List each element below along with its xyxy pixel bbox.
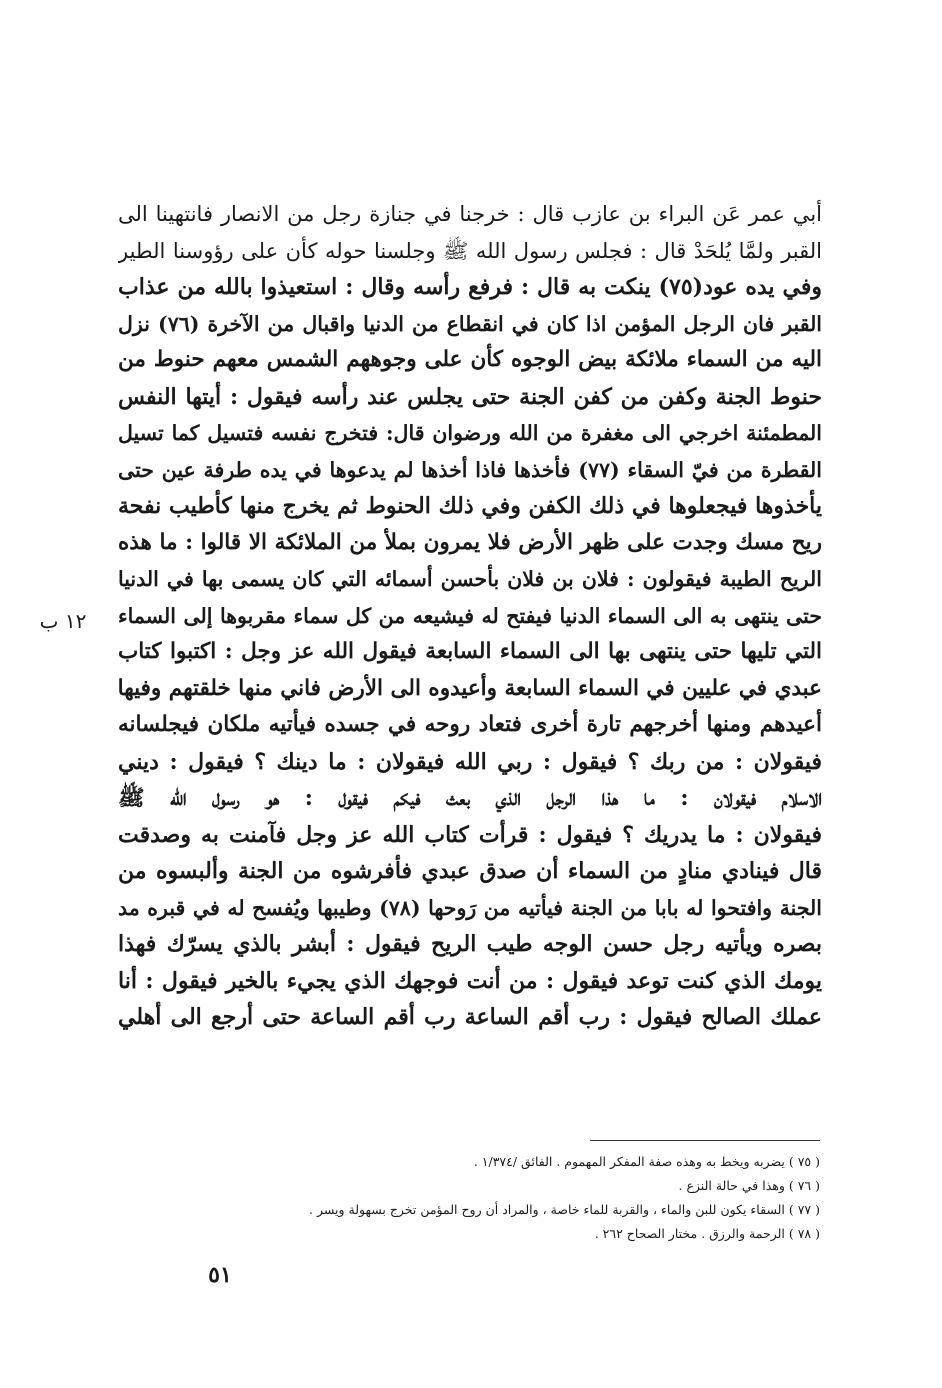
text-line: أبي عمر عَن البراء بن عازب قال : خرجنا في جنازة رجل من الانصار فانتهينا الى: [118, 202, 822, 226]
page-number: ٥١: [208, 1262, 232, 1288]
text-line: الريح الطيبة فيقولون : فلان بن فلان بأحسن أسمائه التي كان يسمى بها في الدنيا: [118, 567, 822, 591]
manuscript-folio-marker: ١٢ ب: [39, 609, 87, 633]
footnote: ( ٧٨ ) الرحمة والرزق . مختار الصحاح ٢٦٢ .: [594, 1226, 820, 1241]
text-line: المطمئنة اخرجي الى مغفرة من الله ورضوان قال: فتخرج نفسه فتسيل كما تسيل: [118, 421, 822, 445]
text-line: القبر فان الرجل المؤمن اذا كان في انقطاع من الدنيا واقبال من الآخرة (٧٦) نزل: [118, 311, 822, 336]
text-line: اليه من السماء ملائكة بيض الوجوه كأن على وجوههم الشمس معهم حنوط من: [118, 347, 822, 372]
text-line: حتى ينتهى به الى السماء الدنيا فيفتح له فيشيعه من كل سماء مقربوها إلى السماء: [118, 603, 822, 628]
text-line: فيقولان : ما يدريك ؟ فيقول : قرأت كتاب الله عز وجل فآمنت به وصدقت: [118, 821, 822, 848]
text-line: بصره ويأتيه رجل حسن الوجه طيب الريح فيقول : أبشر بالذي يسرّك فهذا: [118, 931, 822, 957]
text-line: التي تليها حتى ينتهى بها الى السماء السابعة فيقول الله عز وجل : اكتبوا كتاب: [118, 639, 822, 664]
text-line: قال فينادي منادٍ من السماء أن صدق عبدي فأفرشوه من الجنة وألبسوه من: [118, 858, 822, 884]
text-line: ريح مسك وجدت على ظهر الأرض فلا يمرون بملأ من الملائكة الا قالوا : ما هذه: [118, 529, 822, 555]
text-line: فيقولان : من ربك ؟ فيقول : ربي الله فيقولان : ما دينك ؟ فيقول : ديني: [118, 748, 822, 775]
text-line: وفي يده عود(٧٥) ينكت به قال : فرفع رأسه وقال : استعيذوا بالله من عذاب: [118, 274, 822, 300]
text-line: القبر ولمَّا يُلحَدْ قال : فجلس رسول الله ﷺ وجلسنا حوله كأن على رؤوسنا الطير: [118, 238, 822, 263]
footnote: ( ٧٥ ) يضربه ويخط به وهذه صفة المفكر المهموم . الفائق /١/٣٧٤ .: [473, 1154, 820, 1169]
text-line: يومك الذي كنت توعد فيقول : من أنت فوجهك الذي يجيء بالخير فيقول : أنا: [118, 967, 822, 994]
footnote: ( ٧٦ ) وهذا في حالة النزع .: [678, 1178, 820, 1193]
text-line: أعيدهم ومنها أخرجهم تارة أخرى فتعاد روحه في جسده فيأتيه ملكان فيجلسانه: [118, 712, 822, 737]
text-line: الجنة وافتحوا له بابا من الجنة فيأتيه من رَوحها (٧٨) وطيبها ويُفسح له في قبره مد: [118, 895, 822, 920]
footnote-divider: [590, 1140, 820, 1141]
footnotes-block: [300, 1150, 820, 1246]
main-text-block: [118, 196, 822, 1036]
text-line: القطرة من فيّ السقاء (٧٧) فأخذها فاذا أخذها لم يدعوها في يده طرفة عين حتى: [118, 457, 822, 482]
footnote: ( ٧٧ ) السقاء يكون للبن والماء ، والقربة للماء خاصة ، والمراد أن روح المؤمن تخرج بسهولة ويسر .: [309, 1202, 820, 1217]
text-line: عبدي في عليين في السماء السابعة وأعيدوه الى الأرض فاني منها خلقتهم وفيها: [118, 675, 822, 701]
text-line: يأخذوها فيجعلوها في ذلك الكفن وفي ذلك الحنوط ثم يخرج منها كأطيب نفحة: [118, 493, 822, 519]
text-line: حنوط الجنة وكفن من كفن الجنة حتى يجلس عند رأسه فيقول : أيتها النفس: [118, 383, 822, 410]
text-line: الاسلام فيقولان : ما هذا الرجل الذي بعث فيكم فيقول : هو رسول الله ﷺ: [118, 785, 822, 811]
text-line: عملك الصالح فيقول : رب أقم الساعة رب أقم الساعة حتى أرجع الى أهلي: [118, 1004, 822, 1030]
